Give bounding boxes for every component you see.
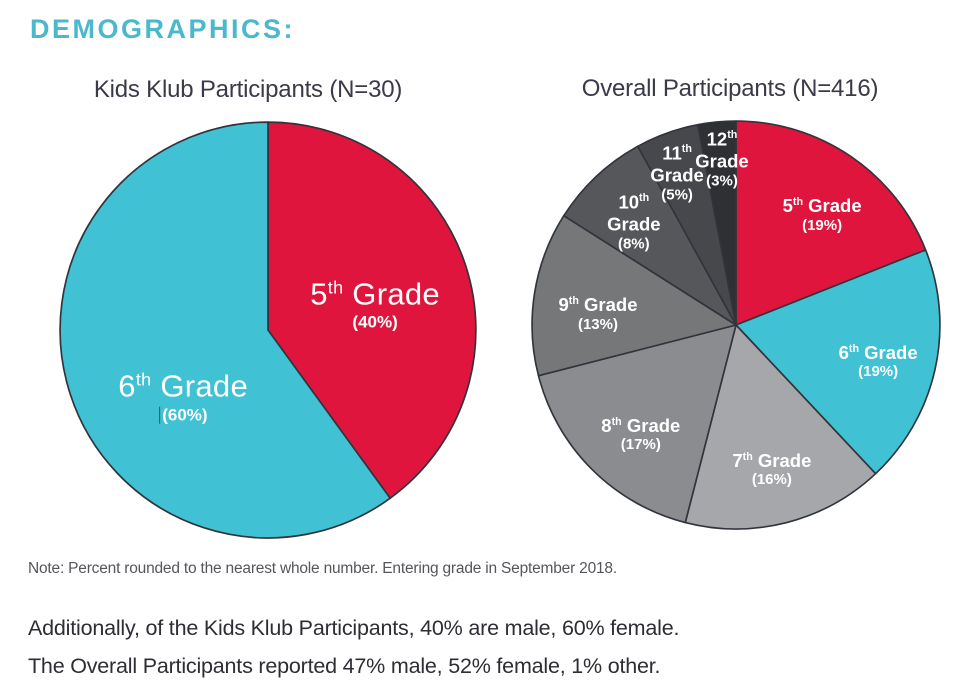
label-12th-grade: 12th Grade (3%) bbox=[695, 128, 749, 189]
additional-line-kids-klub: Additionally, of the Kids Klub Participants, 40% are male, 60% female. bbox=[28, 616, 680, 640]
overall-pie bbox=[530, 119, 942, 531]
overall-pie-chart bbox=[530, 75, 942, 531]
footnote: Note: Percent rounded to the nearest whole number. Entering grade in September 2018. bbox=[28, 560, 617, 577]
additional-line-overall: The Overall Participants reported 47% male, 52% female, 1% other. bbox=[28, 654, 661, 678]
kids-klub-pie-chart bbox=[58, 76, 478, 540]
kids-klub-pie-svg bbox=[58, 120, 478, 540]
overall-pie-svg bbox=[530, 119, 942, 531]
additional-text bbox=[28, 609, 679, 685]
label-7th-grade: 7th Grade (16%) bbox=[732, 449, 812, 489]
kids-klub-pie bbox=[58, 120, 478, 540]
demographics-header: DEMOGRAPHICS: bbox=[30, 14, 296, 44]
label-10th-grade: 10th Grade (8%) bbox=[607, 191, 661, 252]
kids-klub-chart-title: Kids Klub Participants (N=30) bbox=[93, 76, 403, 103]
label-5th-grade: 5th Grade (40%) bbox=[310, 276, 440, 333]
label-6th-grade: 6th Grade (19%) bbox=[838, 341, 918, 381]
label-5th-grade: 5th Grade (19%) bbox=[782, 195, 862, 235]
label-9th-grade: 9th Grade (13%) bbox=[558, 294, 638, 333]
label-11th-grade: 11th Grade (5%) bbox=[650, 142, 704, 203]
overall-chart-title: Overall Participants (N=416) bbox=[581, 75, 879, 102]
label-8th-grade: 8th Grade (17%) bbox=[601, 414, 681, 454]
label-6th-grade: 6th Grade (60%) bbox=[118, 368, 249, 425]
